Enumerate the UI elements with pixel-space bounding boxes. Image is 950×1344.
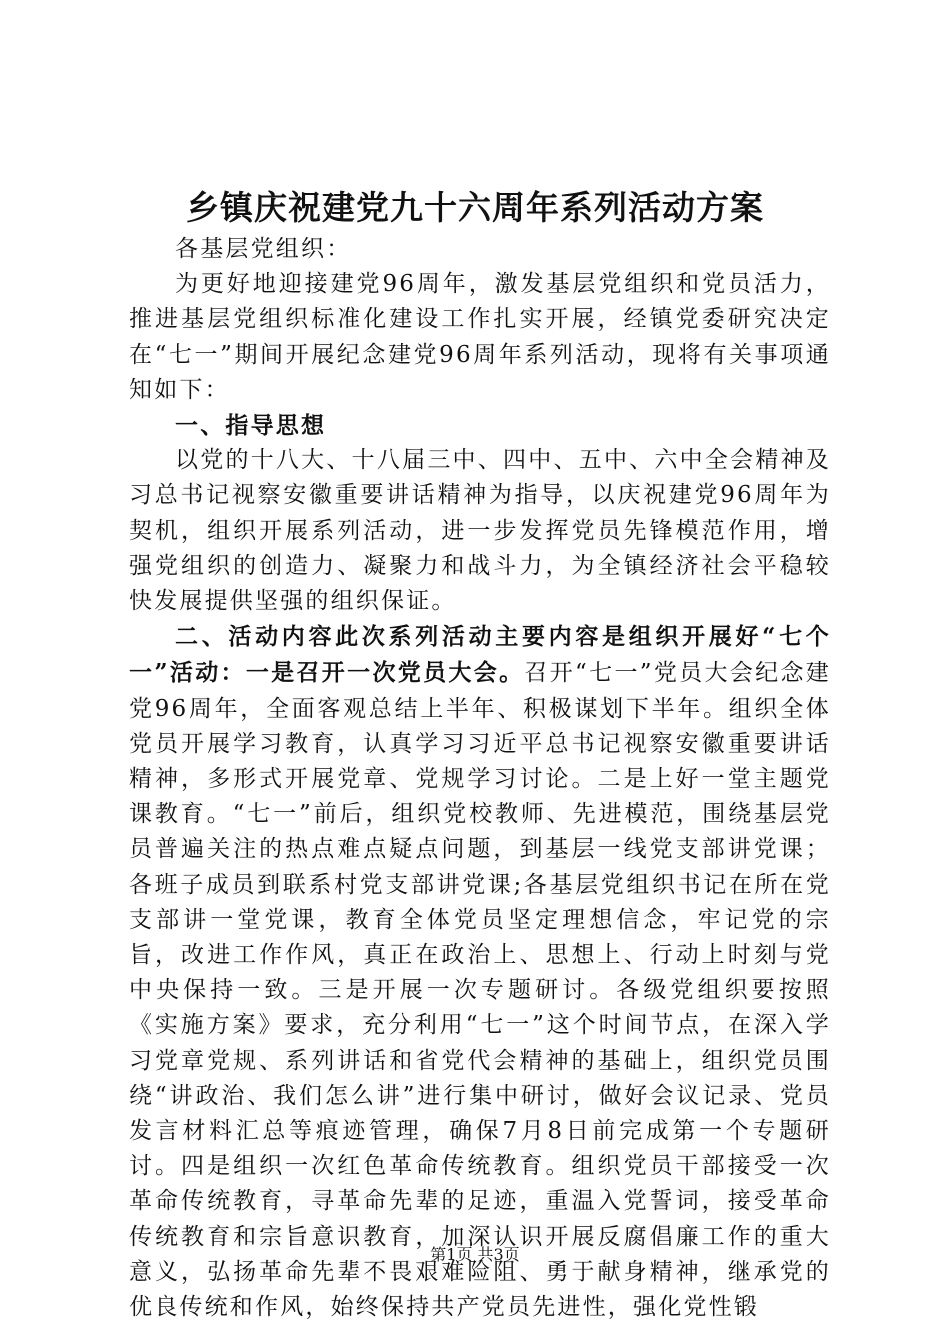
section-2-body: 召开“七一”党员大会纪念建党96周年，全面客观总结上半年、积极谋划下半年。组织全体党员开展学习教育，认真学习习近平总书记视察安徽重要讲话精神，多形式开展党章、党规学习讨论。二是上好一堂主题党课教育。“七一”前后，组织党校教师、先进模范，围绕基层党员普遍关注的热点难点疑点问题，到基层一线党支部讲党课；各班子成员到联系村党支部讲党课;各基层党组织书记在所在党支部讲一堂党课，教育全体党员坚定理想信念，牢记党的宗旨，改进工作作风，真正在政治上、思想上、行动上时刻与党中央保持一致。三是开展一次专题研讨。各级党组织要按照《实施方案》要求，充分利用“七一”这个时间节点，在深入学习党章党规、系列讲话和省党代会精神的基础上，组织党员围绕“讲政治、我们怎么讲”进行集中研讨，做好会议记录、党员发言材料汇总等痕迹管理，确保7月8日前完成第一个专题研讨。四是组织一次红色革命传统教育。组织党员干部接受一次革命传统教育，寻革命先辈的足迹，重温入党誓词，接受革命传统教育和宗旨意识教育，加深认识开展反腐倡廉工作的重大意义，弘扬革命先辈不畏艰难险阻、勇于献身精神，继承党的优良传统和作风，始终保持共产党员先进性，强化党性锻	[129, 660, 831, 1321]
section-1-heading: 一、指导思想	[175, 412, 327, 440]
section-1-paragraph: 以党的十八大、十八届三中、四中、五中、六中全会精神及习总书记视察安徽重要讲话精神为指导，以庆祝建党96周年为契机，组织开展系列活动，进一步发挥党员先锋模范作用，增强党组织的创造力、凝聚力和战斗力，为全镇经济社会平稳较快发展提供坚强的组织保证。	[129, 447, 831, 615]
document-body	[129, 232, 831, 1325]
document-title: 乡镇庆祝建党九十六周年系列活动方案	[186, 188, 764, 227]
section-2-paragraph	[129, 619, 831, 1325]
intro-paragraph: 为更好地迎接建党96周年，激发基层党组织和党员活力，推进基层党组织标准化建设工作扎实开展，经镇党委研究决定在“七一”期间开展纪念建党96周年系列活动，现将有关事项通知如下：	[129, 271, 831, 403]
salutation: 各基层党组织：	[175, 236, 352, 262]
page-footer: 第1页 共3页	[430, 1245, 520, 1264]
section-2-heading: 二、活动内容此次系列活动主要内容是组织开展好“七个一”活动：一是召开一次党员大会。	[129, 623, 831, 687]
